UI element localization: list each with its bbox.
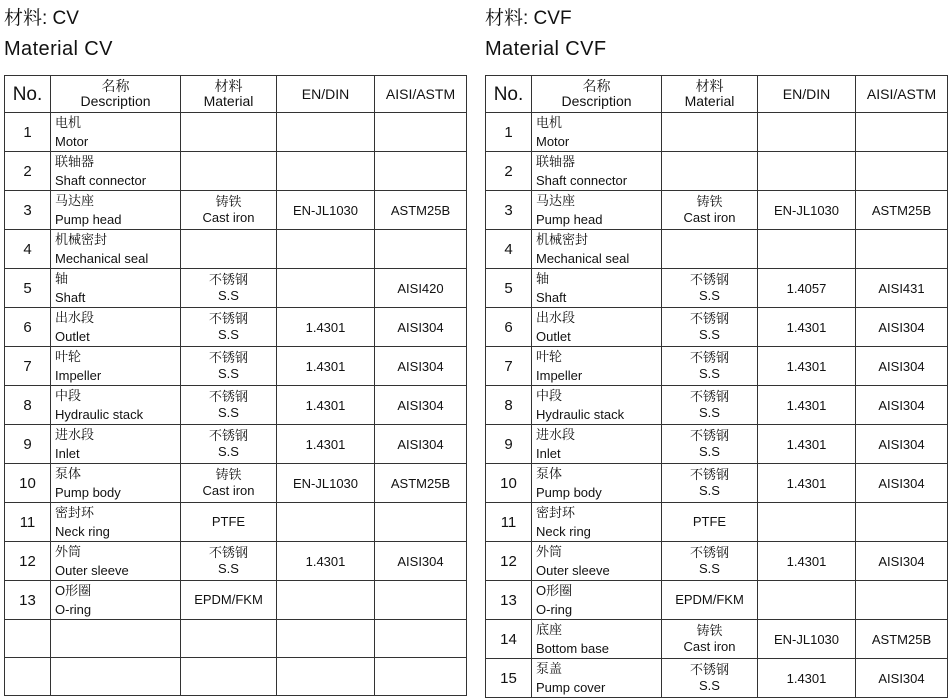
cell-material: 铸铁 Cast iron (181, 191, 277, 230)
cell-no: 2 (486, 152, 532, 191)
cell-aisi-astm: AISI304 (856, 425, 948, 464)
cell-aisi-astm: ASTM25B (375, 464, 467, 503)
cell-en-din: 1.4301 (758, 386, 856, 425)
cell-description: O形圈 O-ring (532, 581, 662, 620)
cell-material (181, 113, 277, 152)
cell-material: 铸铁 Cast iron (662, 191, 758, 230)
cell-aisi-astm: ASTM25B (856, 620, 948, 659)
cell-aisi-astm (375, 152, 467, 191)
header-aisi-astm: AISI/ASTM (856, 76, 948, 113)
cell-material (662, 113, 758, 152)
cell-material (181, 230, 277, 269)
cell-no (5, 658, 51, 696)
cell-description: 叶轮 Impeller (532, 347, 662, 386)
cell-description: O形圈 O-ring (51, 581, 181, 620)
table-row (5, 620, 467, 658)
cell-aisi-astm: ASTM25B (375, 191, 467, 230)
cell-aisi-astm (856, 503, 948, 542)
cell-description: 机械密封 Mechanical seal (532, 230, 662, 269)
cell-en-din: 1.4301 (277, 347, 375, 386)
cell-material (662, 230, 758, 269)
cell-aisi-astm: AISI304 (375, 347, 467, 386)
cell-description: 进水段 Inlet (51, 425, 181, 464)
cell-description: 马达座 Pump head (51, 191, 181, 230)
table-row (5, 581, 467, 620)
header-material: 材料 Material (181, 76, 277, 113)
cell-en-din (758, 581, 856, 620)
table-header-row (5, 76, 467, 113)
cell-en-din: 1.4057 (758, 269, 856, 308)
header-no: No. (5, 76, 51, 113)
cell-aisi-astm (375, 503, 467, 542)
cell-material: EPDM/FKM (662, 581, 758, 620)
cell-en-din (277, 503, 375, 542)
cell-en-din: EN-JL1030 (758, 191, 856, 230)
cell-description: 泵体 Pump body (532, 464, 662, 503)
table-row (5, 658, 467, 696)
cell-description: 机械密封 Mechanical seal (51, 230, 181, 269)
cell-aisi-astm: AISI304 (856, 464, 948, 503)
cell-description: 底座 Bottom base (532, 620, 662, 659)
cell-description: 中段 Hydraulic stack (532, 386, 662, 425)
cell-material: 铸铁 Cast iron (662, 620, 758, 659)
cell-description: 外筒 Outer sleeve (532, 542, 662, 581)
cell-aisi-astm (856, 581, 948, 620)
cell-no: 12 (486, 542, 532, 581)
cell-no: 8 (486, 386, 532, 425)
table-row (5, 308, 467, 347)
cell-no: 11 (486, 503, 532, 542)
cell-en-din: 1.4301 (277, 386, 375, 425)
table-row (5, 425, 467, 464)
cell-material: 不锈钢 S.S (181, 269, 277, 308)
table-row (5, 464, 467, 503)
cell-material: 不锈钢 S.S (662, 347, 758, 386)
cell-aisi-astm (856, 230, 948, 269)
header-description: 名称 Description (51, 76, 181, 113)
table-row (5, 503, 467, 542)
cell-en-din (758, 230, 856, 269)
cell-en-din (277, 620, 375, 658)
header-en-din: EN/DIN (758, 76, 856, 113)
cell-no: 6 (5, 308, 51, 347)
cell-description: 外筒 Outer sleeve (51, 542, 181, 581)
cell-description: 联轴器 Shaft connector (51, 152, 181, 191)
table-row (486, 113, 948, 152)
cell-no: 1 (486, 113, 532, 152)
cell-aisi-astm: AISI304 (375, 308, 467, 347)
cell-en-din: 1.4301 (758, 425, 856, 464)
cell-aisi-astm (375, 620, 467, 658)
table-row (486, 191, 948, 230)
cell-material: PTFE (662, 503, 758, 542)
cell-material: 不锈钢 S.S (181, 347, 277, 386)
panel-title-en: Material CV (4, 38, 113, 60)
cell-aisi-astm (375, 658, 467, 696)
cell-aisi-astm: AISI304 (375, 542, 467, 581)
cell-en-din (277, 230, 375, 269)
cell-aisi-astm: AISI304 (375, 386, 467, 425)
header-no: No. (486, 76, 532, 113)
cell-aisi-astm: AISI304 (375, 425, 467, 464)
cell-no: 13 (5, 581, 51, 620)
cell-en-din: EN-JL1030 (277, 191, 375, 230)
cell-material: 不锈钢 S.S (662, 386, 758, 425)
cell-en-din (758, 503, 856, 542)
panel-title-cn: 材料: CV (4, 8, 79, 29)
cell-no: 4 (486, 230, 532, 269)
cell-no: 10 (486, 464, 532, 503)
cell-no: 10 (5, 464, 51, 503)
cell-en-din (277, 581, 375, 620)
cell-material: 不锈钢 S.S (181, 308, 277, 347)
cell-material: 不锈钢 S.S (662, 464, 758, 503)
table-row (486, 425, 948, 464)
cell-description: 密封环 Neck ring (51, 503, 181, 542)
cell-material: 不锈钢 S.S (662, 308, 758, 347)
table-row (5, 386, 467, 425)
cell-en-din: 1.4301 (277, 425, 375, 464)
cell-en-din: 1.4301 (758, 308, 856, 347)
cell-description: 轴 Shaft (532, 269, 662, 308)
cell-material: 不锈钢 S.S (181, 425, 277, 464)
cell-en-din: 1.4301 (758, 347, 856, 386)
cell-material: 不锈钢 S.S (662, 542, 758, 581)
cell-description: 密封环 Neck ring (532, 503, 662, 542)
cell-no: 2 (5, 152, 51, 191)
cell-description: 联轴器 Shaft connector (532, 152, 662, 191)
cell-no: 7 (486, 347, 532, 386)
table-row (486, 347, 948, 386)
cell-description: 马达座 Pump head (532, 191, 662, 230)
cell-description: 进水段 Inlet (532, 425, 662, 464)
cell-en-din: EN-JL1030 (277, 464, 375, 503)
cell-aisi-astm (375, 581, 467, 620)
cell-material: 不锈钢 S.S (181, 542, 277, 581)
table-row (486, 230, 948, 269)
cell-material: 不锈钢 S.S (662, 659, 758, 698)
cell-no: 12 (5, 542, 51, 581)
header-material: 材料 Material (662, 76, 758, 113)
cell-no: 3 (486, 191, 532, 230)
cell-no: 5 (486, 269, 532, 308)
cell-en-din (758, 152, 856, 191)
cell-no: 3 (5, 191, 51, 230)
cell-aisi-astm (856, 152, 948, 191)
cell-en-din: 1.4301 (758, 542, 856, 581)
cell-no: 5 (5, 269, 51, 308)
cell-aisi-astm: ASTM25B (856, 191, 948, 230)
table-row (486, 152, 948, 191)
cell-description: 轴 Shaft (51, 269, 181, 308)
table-row (5, 113, 467, 152)
table-row (5, 542, 467, 581)
cell-description (51, 658, 181, 696)
cell-en-din (277, 269, 375, 308)
cell-en-din (277, 113, 375, 152)
cell-no: 14 (486, 620, 532, 659)
cell-material: 不锈钢 S.S (662, 269, 758, 308)
cell-no (5, 620, 51, 658)
cell-aisi-astm: AISI431 (856, 269, 948, 308)
cell-en-din (758, 113, 856, 152)
table-row (486, 659, 948, 698)
cell-aisi-astm: AISI304 (856, 347, 948, 386)
cell-material: 铸铁 Cast iron (181, 464, 277, 503)
cell-description: 出水段 Outlet (532, 308, 662, 347)
cell-en-din: EN-JL1030 (758, 620, 856, 659)
table-row (486, 308, 948, 347)
cell-material (181, 620, 277, 658)
cell-no: 4 (5, 230, 51, 269)
cell-description: 泵盖 Pump cover (532, 659, 662, 698)
table-row (5, 230, 467, 269)
table-row (486, 581, 948, 620)
cell-aisi-astm (375, 230, 467, 269)
table-body (5, 113, 467, 696)
cell-en-din: 1.4301 (758, 464, 856, 503)
panel-title-en: Material CVF (485, 38, 607, 60)
cell-description: 电机 Motor (532, 113, 662, 152)
cell-material: 不锈钢 S.S (662, 425, 758, 464)
cell-material (181, 152, 277, 191)
cell-description: 中段 Hydraulic stack (51, 386, 181, 425)
cell-material (181, 658, 277, 696)
cell-material: EPDM/FKM (181, 581, 277, 620)
cell-aisi-astm: AISI304 (856, 308, 948, 347)
cell-no: 1 (5, 113, 51, 152)
header-en-din: EN/DIN (277, 76, 375, 113)
cell-aisi-astm: AISI304 (856, 659, 948, 698)
cell-material: PTFE (181, 503, 277, 542)
table-row (486, 464, 948, 503)
cell-en-din (277, 658, 375, 696)
cell-aisi-astm (856, 113, 948, 152)
cell-no: 11 (5, 503, 51, 542)
cell-description: 泵体 Pump body (51, 464, 181, 503)
panel-title-cn: 材料: CVF (485, 8, 572, 29)
cell-no: 7 (5, 347, 51, 386)
cell-no: 6 (486, 308, 532, 347)
cell-aisi-astm: AISI304 (856, 542, 948, 581)
table-row (5, 347, 467, 386)
table-row (486, 269, 948, 308)
cell-no: 13 (486, 581, 532, 620)
cell-en-din: 1.4301 (277, 542, 375, 581)
cell-no: 8 (5, 386, 51, 425)
cell-material: 不锈钢 S.S (181, 386, 277, 425)
header-aisi-astm: AISI/ASTM (375, 76, 467, 113)
cell-aisi-astm (375, 113, 467, 152)
table-body (486, 113, 948, 698)
cell-description: 出水段 Outlet (51, 308, 181, 347)
cell-no: 9 (486, 425, 532, 464)
cell-en-din: 1.4301 (758, 659, 856, 698)
table-row (486, 503, 948, 542)
cell-no: 9 (5, 425, 51, 464)
table-header-row (486, 76, 948, 113)
table-row (486, 620, 948, 659)
cell-en-din (277, 152, 375, 191)
cell-no: 15 (486, 659, 532, 698)
cell-description (51, 620, 181, 658)
header-description: 名称 Description (532, 76, 662, 113)
table-row (5, 191, 467, 230)
table-row (5, 152, 467, 191)
cell-description: 电机 Motor (51, 113, 181, 152)
material-table-cvf (485, 75, 948, 698)
cell-aisi-astm: AISI304 (856, 386, 948, 425)
cell-en-din: 1.4301 (277, 308, 375, 347)
material-table-cv (4, 75, 467, 696)
table-row (5, 269, 467, 308)
cell-aisi-astm: AISI420 (375, 269, 467, 308)
cell-description: 叶轮 Impeller (51, 347, 181, 386)
table-row (486, 386, 948, 425)
cell-material (662, 152, 758, 191)
table-row (486, 542, 948, 581)
